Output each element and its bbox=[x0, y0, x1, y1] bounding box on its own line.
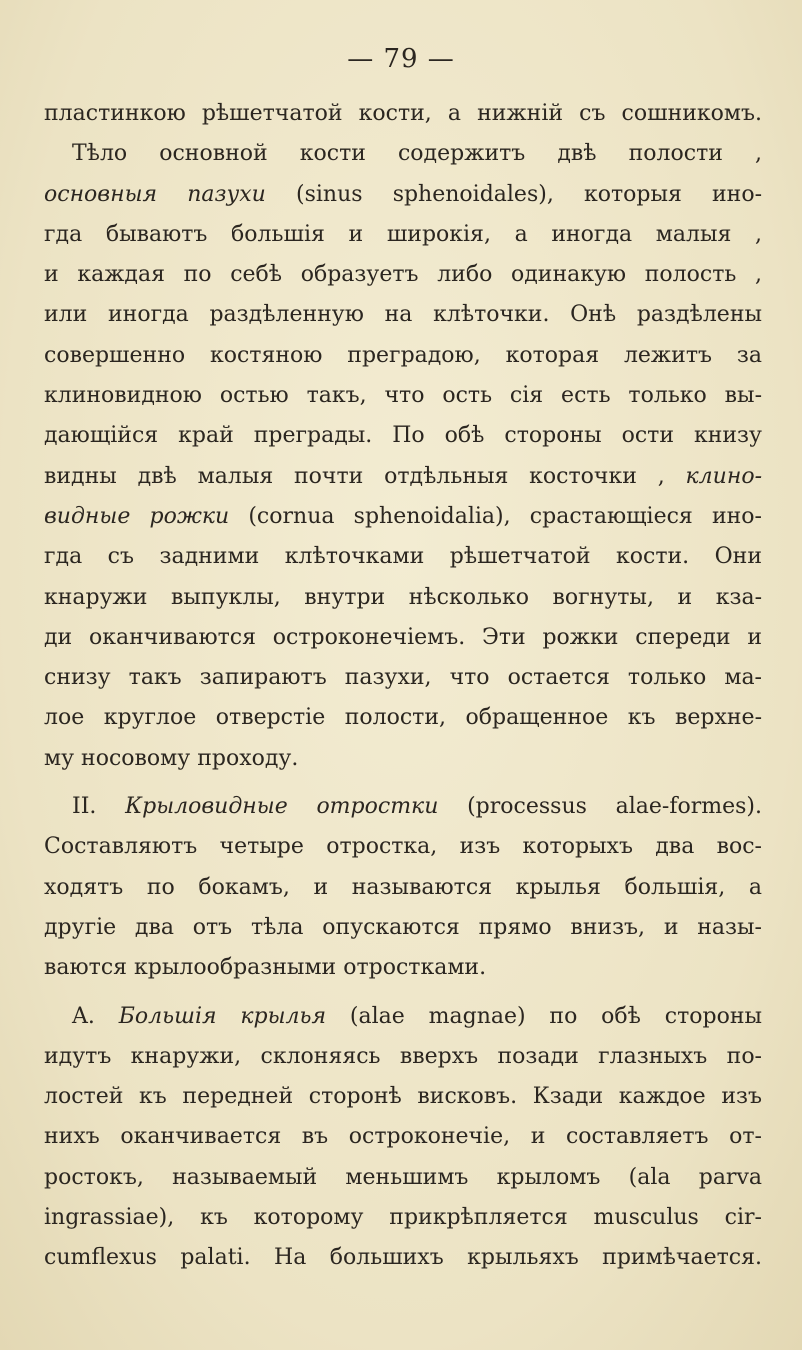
text-line: лое круглое отверстіе полости, обращенное къ верхне- bbox=[44, 705, 762, 731]
text-line: клиновидною остью такъ, что ость сія есть только вы- bbox=[44, 383, 762, 409]
body-text bbox=[44, 94, 762, 1279]
text-line: основныя пазухи (sinus sphenoidales), которыя ино- bbox=[44, 181, 762, 207]
text-line: ди оканчиваются остроконечіемъ. Эти рожки спереди и bbox=[44, 624, 762, 650]
text-line: гда съ задними клѣточками рѣшетчатой кости. Они bbox=[44, 544, 762, 570]
text-line: идутъ кнаружи, склоняясь вверхъ позади глазныхъ по- bbox=[44, 1043, 762, 1069]
text-line: пластинкою рѣшетчатой кости, а нижній съ сошникомъ. bbox=[44, 101, 762, 126]
text-line: ходятъ по бокамъ, и называются крылья большія, а bbox=[44, 874, 762, 900]
text-line: cumflexus palati. На большихъ крыльяхъ примѣчается. bbox=[44, 1245, 762, 1271]
italic-term: Большія крылья bbox=[118, 1003, 327, 1029]
page-number: — 79 — bbox=[347, 44, 455, 74]
text-line: и каждая по себѣ образуетъ либо одинакую полость , bbox=[44, 262, 762, 288]
text-line: видные рожки (cornua sphenoidalia), срастающіеся ино- bbox=[44, 503, 762, 529]
text-line: Тѣло основной кости содержитъ двѣ полости , bbox=[72, 141, 762, 167]
italic-term: клино- bbox=[685, 463, 762, 489]
text-line: Составляютъ четыре отростка, изъ которыхъ два вос- bbox=[44, 834, 762, 860]
text-line: или иногда раздѣленную на клѣточки. Онѣ раздѣлены bbox=[44, 302, 762, 328]
text-line: лостей къ передней сторонѣ висковъ. Кзади каждое изъ bbox=[44, 1084, 762, 1110]
text-line: нихъ оканчивается въ остроконечіе, и составляетъ от- bbox=[44, 1124, 762, 1150]
text-line: ростокъ, называемый меньшимъ крыломъ (ala parva bbox=[44, 1164, 762, 1190]
text-line: ingrassiae), къ которому прикрѣпляется musculus cir- bbox=[44, 1205, 762, 1231]
italic-term: основныя пазухи bbox=[44, 181, 266, 207]
text-line: му носовому проходу. bbox=[44, 745, 299, 771]
text-line: ваются крылообразными отростками. bbox=[44, 955, 487, 981]
text-line: гда бываютъ большія и широкія, а иногда малыя , bbox=[44, 221, 762, 247]
italic-term: Крыловидные отростки bbox=[125, 794, 439, 820]
text-line: снизу такъ запираютъ пазухи, что остается только ма- bbox=[44, 665, 762, 691]
text-line: другіе два отъ тѣла опускаются прямо внизъ, и назы- bbox=[44, 914, 762, 940]
text-line: кнаружи выпуклы, внутри нѣсколько вогнуты, и кза- bbox=[44, 584, 762, 610]
italic-term: видные рожки bbox=[44, 503, 230, 529]
text-line: дающійся край преграды. По обѣ стороны ости книзу bbox=[44, 423, 762, 449]
text-line: видны двѣ малыя почти отдѣльныя косточки , клино- bbox=[44, 463, 762, 489]
section-heading-line: A. Большія крылья (alae magnae) по обѣ стороны bbox=[72, 1003, 762, 1029]
text-line: совершенно костяною преградою, которая лежитъ за bbox=[44, 342, 762, 368]
section-heading-line: II. Крыловидные отростки (processus alae-formes). bbox=[72, 794, 762, 820]
